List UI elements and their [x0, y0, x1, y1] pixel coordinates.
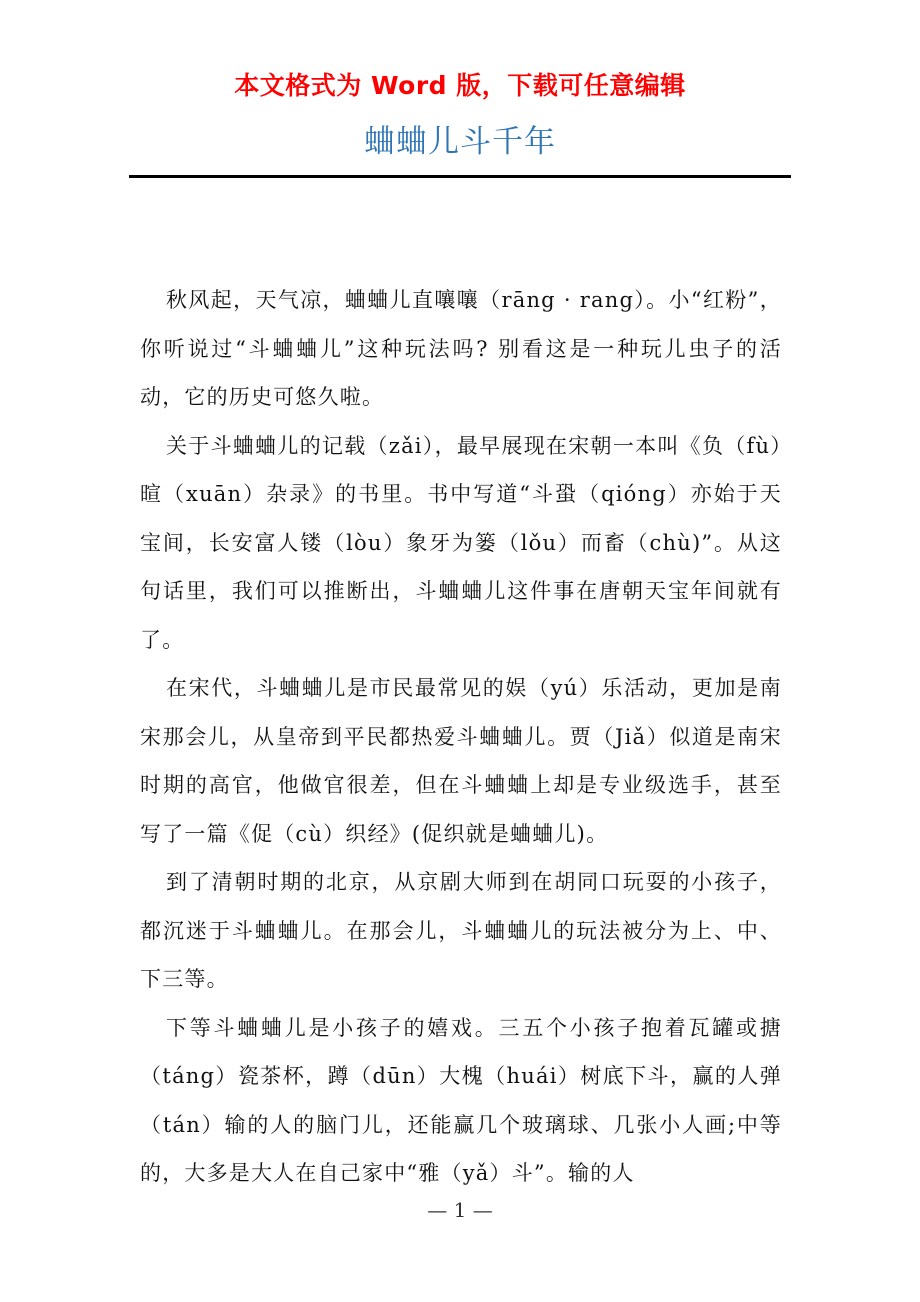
paragraph-earliest-record: 关于斗蛐蛐儿的记载（zǎi），最早展现在宋朝一本叫《负（fù）暄（xuān）杂录》的书里。书中写道“斗蛩（qióng）亦始于天宝间，长安富人镂（lòu）象牙为篓（lǒu）而畜（chù)”。从这句话里，我们可以推断出，斗蛐蛐儿这件事在唐朝天宝年间就有了。 [140, 433, 782, 652]
title-divider [129, 175, 791, 178]
paragraph-intro: 秋风起，天气凉，蛐蛐儿直嚷嚷（rāng · rang）。小“红粉”，你听说过“斗蛐蛐儿”这种玩法吗? 别看这是一种玩儿虫子的活动，它的历史可悠久啦。 [140, 288, 782, 409]
document-body [140, 276, 782, 1198]
page-number: — 1 — [427, 1198, 493, 1222]
paragraph-lower-grade: 下等斗蛐蛐儿是小孩子的嬉戏。三五个小孩子抱着瓦罐或搪（táng）瓷茶杯，蹲（dūn）大槐（huái）树底下斗，赢的人弹（tán）输的人的脑门儿，还能赢几个玻璃球、几张小人画;中等的，大多是大人在自己家中“雅（yǎ）斗”。输的人 [140, 1015, 782, 1185]
paragraph-qing-dynasty: 到了清朝时期的北京，从京剧大师到在胡同口玩耍的小孩子，都沉迷于斗蛐蛐儿。在那会儿，斗蛐蛐儿的玩法被分为上、中、下三等。 [140, 870, 782, 991]
document-title: 蛐蛐儿斗千年 [364, 124, 556, 160]
paragraph-song-dynasty: 在宋代，斗蛐蛐儿是市民最常见的娱（yú）乐活动，更加是南宋那会儿，从皇帝到平民都热爱斗蛐蛐儿。贾（Jiǎ）似道是南宋时期的高官，他做官很差，但在斗蛐蛐上却是专业级选手，甚至写了一篇《促（cù）织经》(促织就是蛐蛐儿)。 [140, 676, 782, 846]
format-banner: 本文格式为 Word 版，下载可任意编辑 [234, 71, 686, 100]
